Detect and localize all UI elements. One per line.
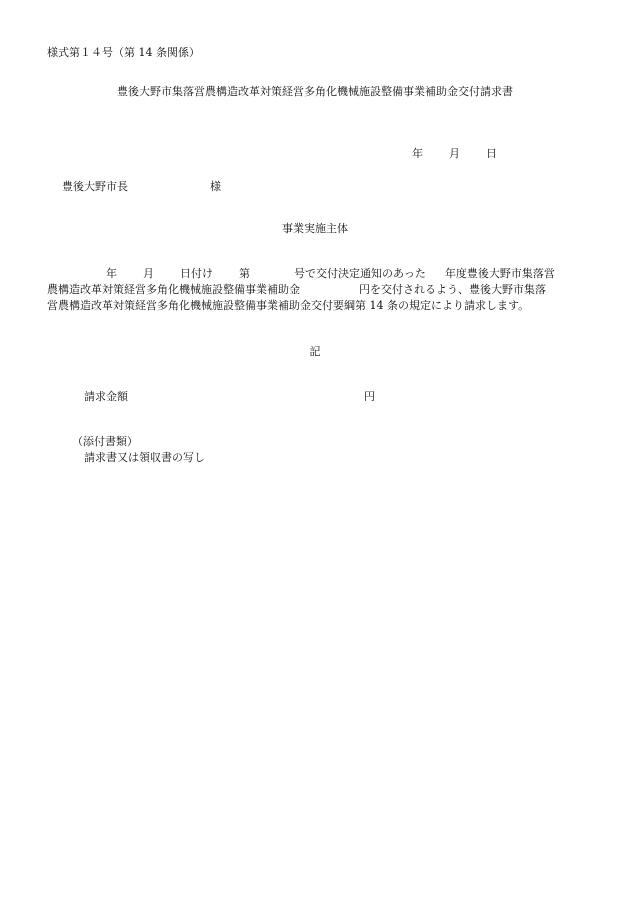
addressee-name: 豊後大野市長 <box>62 180 128 193</box>
form-number: 様式第１４号（第 14 条関係） <box>47 46 200 59</box>
date-line <box>412 148 497 159</box>
amount-unit: 円 <box>364 390 375 403</box>
amount-label: 請求金額 <box>84 390 128 403</box>
addressee-honorific: 様 <box>210 180 221 193</box>
addressee <box>62 181 221 192</box>
request-paragraph <box>47 266 587 314</box>
record-marker: 記 <box>309 345 321 358</box>
paragraph-line-2: 農構造改革対策経営多角化機械施設整備事業補助金 円を交付されるよう、豊後大野市集落 <box>47 283 546 296</box>
date-day: 日 <box>486 147 497 160</box>
date-year: 年 <box>412 147 423 160</box>
document-title: 豊後大野市集落営農構造改革対策経営多角化機械施設整備事業補助金交付請求書 <box>117 85 513 98</box>
paragraph-line-3: 営農構造改革対策経営多角化機械施設整備事業補助金交付要綱第 14 条の規定により請求します。 <box>47 299 530 312</box>
attachments-heading: （添付書類） <box>72 435 138 448</box>
applicant-label: 事業実施主体 <box>282 222 348 235</box>
attachment-item: 請求書又は領収書の写し <box>84 451 205 464</box>
date-month: 月 <box>449 147 460 160</box>
paragraph-line-1: 年 月 日付け 第 号で交付決定通知のあった 年度豊後大野市集落営 <box>106 267 555 280</box>
